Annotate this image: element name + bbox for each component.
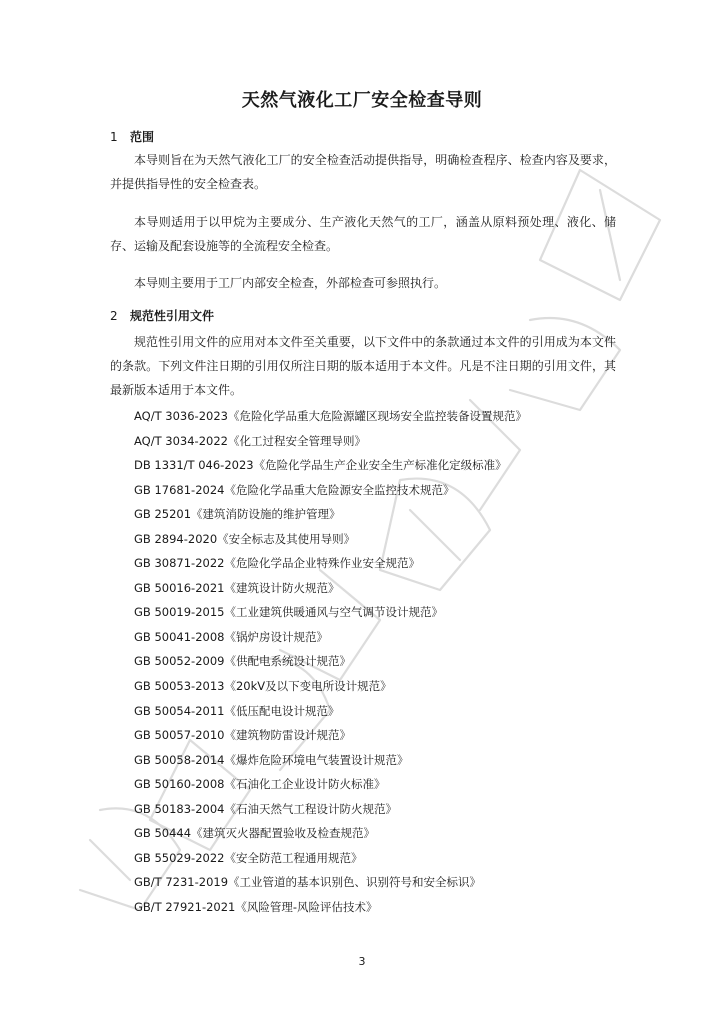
reference-item: AQ/T 3034-2022《化工过程安全管理导则》 bbox=[134, 433, 366, 448]
reference-item: GB 50057-2010《建筑物防雷设计规范》 bbox=[134, 728, 351, 743]
reference-item: GB 17681-2024《危险化学品重大危险源安全监控技术规范》 bbox=[134, 482, 455, 497]
section-title: 范围 bbox=[130, 130, 155, 144]
reference-item: GB 2894-2020《安全标志及其使用导则》 bbox=[134, 531, 356, 546]
section-number: 1 bbox=[110, 130, 118, 144]
reference-item: GB 55029-2022《安全防范工程通用规范》 bbox=[134, 850, 363, 865]
reference-list bbox=[134, 404, 527, 919]
reference-item: GB/T 27921-2021《风险管理-风险评估技术》 bbox=[134, 899, 378, 914]
reference-item: GB 50160-2008《石油化工企业设计防火标准》 bbox=[134, 777, 386, 792]
reference-item: GB 30871-2022《危险化学品企业特殊作业安全规范》 bbox=[134, 556, 420, 571]
paragraph: 本导则旨在为天然气液化工厂的安全检查活动提供指导，明确检查程序、检查内容及要求，并提供指导性的安全检查表。 bbox=[110, 153, 616, 191]
section-heading-normative-references bbox=[110, 307, 214, 325]
reference-item: GB 50041-2008《锅炉房设计规范》 bbox=[134, 629, 328, 644]
reference-item: GB 25201《建筑消防设施的维护管理》 bbox=[134, 507, 341, 522]
reference-item: DB 1331/T 046-2023《危险化学品生产企业安全生产标准化定级标准》 bbox=[134, 458, 507, 473]
reference-item: GB 50058-2014《爆炸危险环境电气装置设计规范》 bbox=[134, 752, 409, 767]
reference-item: AQ/T 3036-2023《危险化学品重大危险源罐区现场安全监控装备设置规范》 bbox=[134, 409, 527, 423]
page-number: 3 bbox=[358, 955, 366, 968]
document-title: 天然气液化工厂安全检查导则 bbox=[241, 90, 483, 111]
reference-item: GB 50054-2011《低压配电设计规范》 bbox=[134, 703, 340, 718]
reference-item: GB 50444《建筑灭火器配置验收及检查规范》 bbox=[134, 826, 376, 841]
section-number: 2 bbox=[110, 309, 118, 323]
reference-item: GB 50019-2015《工业建筑供暖通风与空气调节设计规范》 bbox=[134, 605, 443, 620]
paragraph: 规范性引用文件的应用对本文件至关重要，以下文件中的条款通过本文件的引用成为本文件的条款。下列文件注日期的引用仅所注日期的版本适用于本文件。凡是不注日期的引用文件，其最新版本适用于本文件。 bbox=[110, 335, 616, 397]
paragraph: 本导则适用于以甲烷为主要成分、生产液化天然气的工厂，涵盖从原料预处理、液化、储存、运输及配套设施等的全流程安全检查。 bbox=[110, 215, 616, 253]
section-heading-scope bbox=[110, 128, 154, 146]
reference-item: GB 50052-2009《供配电系统设计规范》 bbox=[134, 654, 351, 669]
paragraph: 本导则主要用于工厂内部安全检查，外部检查可参照执行。 bbox=[134, 276, 447, 290]
reference-item: GB 50183-2004《石油天然气工程设计防火规范》 bbox=[134, 801, 397, 816]
reference-item: GB 50053-2013《20kV及以下变电所设计规范》 bbox=[134, 679, 392, 694]
reference-item: GB 50016-2021《建筑设计防火规范》 bbox=[134, 580, 340, 595]
reference-item: GB/T 7231-2019《工业管道的基本识别色、识别符号和安全标识》 bbox=[134, 875, 482, 890]
section-title: 规范性引用文件 bbox=[130, 309, 215, 323]
